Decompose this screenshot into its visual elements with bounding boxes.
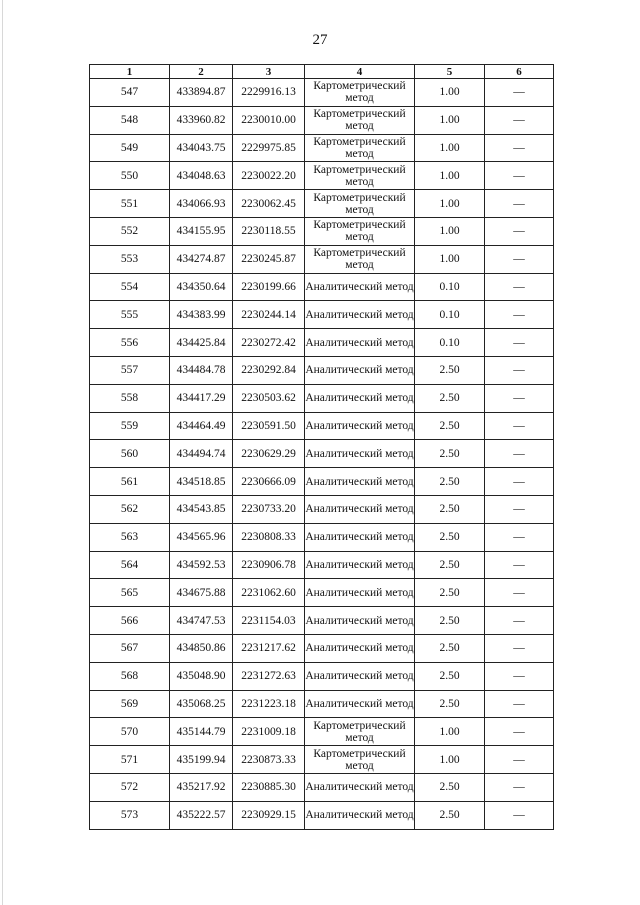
method-cell: Аналитический метод	[305, 579, 415, 607]
method-cell: Аналитический метод	[305, 468, 415, 496]
point-number-cell: 554	[90, 273, 170, 301]
point-number-cell: 559	[90, 412, 170, 440]
y-coordinate-cell: 2230022.20	[233, 162, 305, 190]
table-row	[90, 356, 554, 384]
error-value-cell: 2.50	[415, 634, 485, 662]
method-cell: Аналитический метод	[305, 495, 415, 523]
point-number-cell: 557	[90, 356, 170, 384]
error-value-cell: 1.00	[415, 718, 485, 746]
column-header-6: 6	[485, 65, 554, 79]
point-number-cell: 550	[90, 162, 170, 190]
method-cell: Картометрический метод	[305, 162, 415, 190]
table-row	[90, 773, 554, 801]
note-dash-cell: —	[485, 162, 554, 190]
table-row	[90, 746, 554, 774]
note-dash-cell: —	[485, 495, 554, 523]
y-coordinate-cell: 2231062.60	[233, 579, 305, 607]
table-row	[90, 718, 554, 746]
error-value-cell: 0.10	[415, 329, 485, 357]
header-row	[90, 65, 554, 79]
point-number-cell: 569	[90, 690, 170, 718]
column-header-5: 5	[415, 65, 485, 79]
x-coordinate-cell: 435217.92	[170, 773, 233, 801]
x-coordinate-cell: 433960.82	[170, 106, 233, 134]
x-coordinate-cell: 434066.93	[170, 190, 233, 218]
method-cell: Картометрический метод	[305, 190, 415, 218]
table-row	[90, 134, 554, 162]
note-dash-cell: —	[485, 106, 554, 134]
x-coordinate-cell: 434518.85	[170, 468, 233, 496]
method-cell: Аналитический метод	[305, 356, 415, 384]
y-coordinate-cell: 2229916.13	[233, 79, 305, 107]
point-number-cell: 573	[90, 801, 170, 829]
table-row	[90, 523, 554, 551]
table-body	[90, 79, 554, 830]
note-dash-cell: —	[485, 301, 554, 329]
y-coordinate-cell: 2230245.87	[233, 245, 305, 273]
x-coordinate-cell: 434464.49	[170, 412, 233, 440]
error-value-cell: 1.00	[415, 190, 485, 218]
x-coordinate-cell: 434747.53	[170, 607, 233, 635]
method-cell: Аналитический метод	[305, 773, 415, 801]
method-cell: Аналитический метод	[305, 273, 415, 301]
x-coordinate-cell: 435199.94	[170, 746, 233, 774]
x-coordinate-cell: 435068.25	[170, 690, 233, 718]
error-value-cell: 2.50	[415, 384, 485, 412]
note-dash-cell: —	[485, 579, 554, 607]
note-dash-cell: —	[485, 607, 554, 635]
method-cell: Аналитический метод	[305, 329, 415, 357]
method-cell: Аналитический метод	[305, 412, 415, 440]
error-value-cell: 1.00	[415, 162, 485, 190]
y-coordinate-cell: 2230010.00	[233, 106, 305, 134]
y-coordinate-cell: 2230808.33	[233, 523, 305, 551]
table-row	[90, 801, 554, 829]
point-number-cell: 556	[90, 329, 170, 357]
error-value-cell: 2.50	[415, 579, 485, 607]
table-row	[90, 662, 554, 690]
table-row	[90, 551, 554, 579]
note-dash-cell: —	[485, 412, 554, 440]
x-coordinate-cell: 434383.99	[170, 301, 233, 329]
table-row	[90, 440, 554, 468]
table-row	[90, 579, 554, 607]
point-number-cell: 549	[90, 134, 170, 162]
page-number: 27	[312, 32, 328, 48]
page-edge-rule	[2, 0, 3, 905]
error-value-cell: 2.50	[415, 412, 485, 440]
note-dash-cell: —	[485, 356, 554, 384]
note-dash-cell: —	[485, 440, 554, 468]
point-number-cell: 553	[90, 245, 170, 273]
error-value-cell: 2.50	[415, 495, 485, 523]
method-cell: Картометрический метод	[305, 746, 415, 774]
error-value-cell: 1.00	[415, 217, 485, 245]
method-cell: Картометрический метод	[305, 106, 415, 134]
y-coordinate-cell: 2229975.85	[233, 134, 305, 162]
error-value-cell: 2.50	[415, 551, 485, 579]
method-cell: Аналитический метод	[305, 634, 415, 662]
column-header-4: 4	[305, 65, 415, 79]
method-cell: Картометрический метод	[305, 79, 415, 107]
table-row	[90, 162, 554, 190]
y-coordinate-cell: 2230199.66	[233, 273, 305, 301]
note-dash-cell: —	[485, 468, 554, 496]
y-coordinate-cell: 2230666.09	[233, 468, 305, 496]
x-coordinate-cell: 434543.85	[170, 495, 233, 523]
y-coordinate-cell: 2230118.55	[233, 217, 305, 245]
y-coordinate-cell: 2230873.33	[233, 746, 305, 774]
point-number-cell: 565	[90, 579, 170, 607]
point-number-cell: 572	[90, 773, 170, 801]
error-value-cell: 2.50	[415, 773, 485, 801]
error-value-cell: 0.10	[415, 273, 485, 301]
note-dash-cell: —	[485, 690, 554, 718]
note-dash-cell: —	[485, 190, 554, 218]
table-row	[90, 245, 554, 273]
point-number-cell: 552	[90, 217, 170, 245]
table-row	[90, 273, 554, 301]
note-dash-cell: —	[485, 79, 554, 107]
note-dash-cell: —	[485, 634, 554, 662]
error-value-cell: 2.50	[415, 607, 485, 635]
point-number-cell: 562	[90, 495, 170, 523]
error-value-cell: 2.50	[415, 356, 485, 384]
note-dash-cell: —	[485, 551, 554, 579]
table-row	[90, 106, 554, 134]
point-number-cell: 568	[90, 662, 170, 690]
x-coordinate-cell: 435144.79	[170, 718, 233, 746]
y-coordinate-cell: 2230906.78	[233, 551, 305, 579]
note-dash-cell: —	[485, 245, 554, 273]
x-coordinate-cell: 434417.29	[170, 384, 233, 412]
note-dash-cell: —	[485, 384, 554, 412]
method-cell: Аналитический метод	[305, 551, 415, 579]
error-value-cell: 2.50	[415, 440, 485, 468]
note-dash-cell: —	[485, 134, 554, 162]
table-row	[90, 329, 554, 357]
y-coordinate-cell: 2231217.62	[233, 634, 305, 662]
note-dash-cell: —	[485, 523, 554, 551]
method-cell: Аналитический метод	[305, 662, 415, 690]
error-value-cell: 2.50	[415, 690, 485, 718]
column-header-3: 3	[233, 65, 305, 79]
x-coordinate-cell: 434494.74	[170, 440, 233, 468]
point-number-cell: 566	[90, 607, 170, 635]
point-number-cell: 547	[90, 79, 170, 107]
error-value-cell: 1.00	[415, 245, 485, 273]
coordinates-table	[89, 64, 554, 830]
error-value-cell: 1.00	[415, 106, 485, 134]
point-number-cell: 570	[90, 718, 170, 746]
point-number-cell: 561	[90, 468, 170, 496]
note-dash-cell: —	[485, 773, 554, 801]
x-coordinate-cell: 434850.86	[170, 634, 233, 662]
table-header	[90, 65, 554, 79]
x-coordinate-cell: 434484.78	[170, 356, 233, 384]
table-row	[90, 384, 554, 412]
x-coordinate-cell: 434043.75	[170, 134, 233, 162]
error-value-cell: 1.00	[415, 134, 485, 162]
y-coordinate-cell: 2231223.18	[233, 690, 305, 718]
y-coordinate-cell: 2231272.63	[233, 662, 305, 690]
y-coordinate-cell: 2230629.29	[233, 440, 305, 468]
method-cell: Аналитический метод	[305, 523, 415, 551]
x-coordinate-cell: 434350.64	[170, 273, 233, 301]
y-coordinate-cell: 2230733.20	[233, 495, 305, 523]
table-row	[90, 301, 554, 329]
y-coordinate-cell: 2231154.03	[233, 607, 305, 635]
x-coordinate-cell: 433894.87	[170, 79, 233, 107]
y-coordinate-cell: 2230929.15	[233, 801, 305, 829]
x-coordinate-cell: 434425.84	[170, 329, 233, 357]
y-coordinate-cell: 2230292.84	[233, 356, 305, 384]
x-coordinate-cell: 435222.57	[170, 801, 233, 829]
table-row	[90, 217, 554, 245]
error-value-cell: 2.50	[415, 523, 485, 551]
table-row	[90, 190, 554, 218]
y-coordinate-cell: 2230503.62	[233, 384, 305, 412]
method-cell: Картометрический метод	[305, 245, 415, 273]
note-dash-cell: —	[485, 718, 554, 746]
x-coordinate-cell: 434675.88	[170, 579, 233, 607]
note-dash-cell: —	[485, 746, 554, 774]
y-coordinate-cell: 2231009.18	[233, 718, 305, 746]
x-coordinate-cell: 434565.96	[170, 523, 233, 551]
point-number-cell: 558	[90, 384, 170, 412]
point-number-cell: 548	[90, 106, 170, 134]
method-cell: Картометрический метод	[305, 134, 415, 162]
point-number-cell: 571	[90, 746, 170, 774]
note-dash-cell: —	[485, 801, 554, 829]
note-dash-cell: —	[485, 217, 554, 245]
note-dash-cell: —	[485, 273, 554, 301]
method-cell: Аналитический метод	[305, 384, 415, 412]
method-cell: Аналитический метод	[305, 690, 415, 718]
table-row	[90, 607, 554, 635]
x-coordinate-cell: 434155.95	[170, 217, 233, 245]
table-row	[90, 468, 554, 496]
method-cell: Аналитический метод	[305, 301, 415, 329]
column-header-2: 2	[170, 65, 233, 79]
x-coordinate-cell: 435048.90	[170, 662, 233, 690]
note-dash-cell: —	[485, 662, 554, 690]
method-cell: Картометрический метод	[305, 718, 415, 746]
y-coordinate-cell: 2230885.30	[233, 773, 305, 801]
error-value-cell: 0.10	[415, 301, 485, 329]
error-value-cell: 2.50	[415, 662, 485, 690]
point-number-cell: 567	[90, 634, 170, 662]
error-value-cell: 2.50	[415, 468, 485, 496]
error-value-cell: 1.00	[415, 79, 485, 107]
y-coordinate-cell: 2230062.45	[233, 190, 305, 218]
point-number-cell: 563	[90, 523, 170, 551]
method-cell: Аналитический метод	[305, 801, 415, 829]
error-value-cell: 1.00	[415, 746, 485, 774]
y-coordinate-cell: 2230591.50	[233, 412, 305, 440]
point-number-cell: 555	[90, 301, 170, 329]
x-coordinate-cell: 434048.63	[170, 162, 233, 190]
method-cell: Картометрический метод	[305, 217, 415, 245]
point-number-cell: 551	[90, 190, 170, 218]
x-coordinate-cell: 434592.53	[170, 551, 233, 579]
table-row	[90, 412, 554, 440]
y-coordinate-cell: 2230272.42	[233, 329, 305, 357]
x-coordinate-cell: 434274.87	[170, 245, 233, 273]
error-value-cell: 2.50	[415, 801, 485, 829]
method-cell: Аналитический метод	[305, 607, 415, 635]
table-row	[90, 495, 554, 523]
table-row	[90, 634, 554, 662]
point-number-cell: 564	[90, 551, 170, 579]
point-number-cell: 560	[90, 440, 170, 468]
table-row	[90, 690, 554, 718]
method-cell: Аналитический метод	[305, 440, 415, 468]
y-coordinate-cell: 2230244.14	[233, 301, 305, 329]
note-dash-cell: —	[485, 329, 554, 357]
column-header-1: 1	[90, 65, 170, 79]
table-row	[90, 79, 554, 107]
